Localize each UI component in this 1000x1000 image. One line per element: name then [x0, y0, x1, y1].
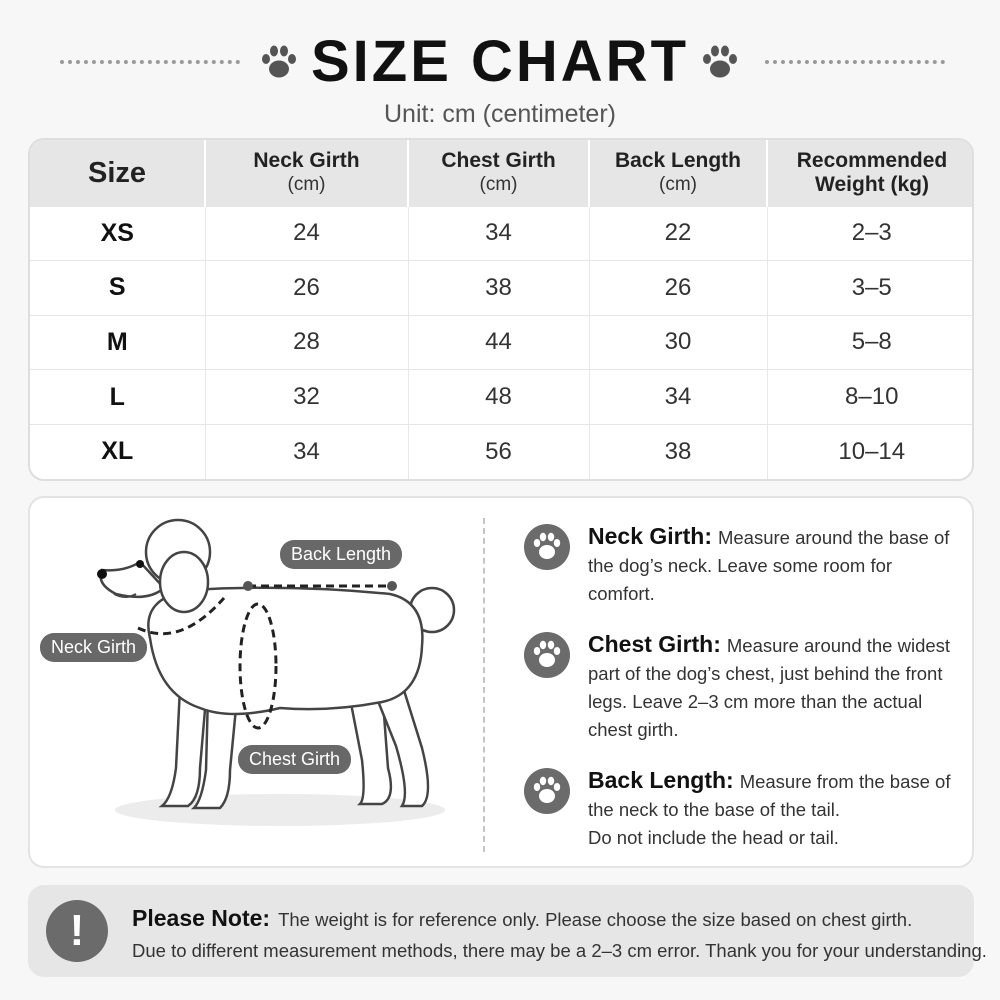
- table-row: [30, 370, 974, 425]
- column-header-neck-girth: Neck Girth (cm): [205, 140, 408, 206]
- size-cell: XL: [30, 424, 205, 479]
- measurement-guide-card: [28, 496, 974, 868]
- back-cell: 34: [589, 370, 767, 425]
- table-row: [30, 424, 974, 479]
- table-row: [30, 261, 974, 316]
- table-row: [30, 315, 974, 370]
- back-cell: 22: [589, 206, 767, 261]
- column-header-size: Size: [30, 140, 205, 206]
- column-header-chest-girth: Chest Girth (cm): [408, 140, 589, 206]
- instruction-text: Measure from the base of the neck to the base of the tail.: [588, 771, 951, 820]
- chest-cell: 34: [408, 206, 589, 261]
- instruction-title: Back Length:: [588, 767, 734, 793]
- column-header-back-length: Back Length (cm): [589, 140, 767, 206]
- chest-cell: 56: [408, 424, 589, 479]
- exclamation-icon: !: [46, 900, 108, 962]
- paw-icon: [524, 632, 570, 678]
- weight-cell: 3–5: [851, 273, 892, 301]
- size-cell: S: [30, 261, 205, 316]
- instruction-title: Chest Girth:: [588, 631, 721, 657]
- chest-cell: 44: [408, 315, 589, 370]
- instruction-text: Measure around the base of the dog’s neck. Leave some room for comfort.: [588, 527, 950, 604]
- page-title: SIZE CHART: [311, 29, 689, 94]
- weight-cell: 5–8: [851, 328, 892, 356]
- chest-cell: 38: [408, 261, 589, 316]
- neck-cell: 32: [205, 370, 408, 425]
- chest-cell: 48: [408, 370, 589, 425]
- table-header-row: [30, 140, 974, 206]
- instruction-text-extra: Do not include the head or tail.: [588, 827, 839, 848]
- weight-cell: 2–3: [851, 219, 892, 247]
- back-cell: 38: [589, 424, 767, 479]
- size-cell: M: [30, 315, 205, 370]
- neck-cell: 34: [205, 424, 408, 479]
- weight-cell: 10–14: [838, 437, 906, 465]
- unit-subtitle: Unit: cm (centimeter): [384, 100, 616, 128]
- size-cell: XS: [30, 206, 205, 261]
- back-cell: 30: [589, 315, 767, 370]
- note-title: Please Note:: [132, 905, 271, 931]
- paw-icon: [524, 768, 570, 814]
- divider: [483, 518, 485, 852]
- instruction-text: Measure around the widest part of the dog’s chest, just behind the front legs. Leave 2–3 cm more than the actual chest girth.: [588, 635, 951, 740]
- size-table: [30, 140, 974, 479]
- note-text-line2: Due to different measurement methods, there may be a 2–3 cm error. Thank you for your understanding.: [132, 940, 987, 961]
- back-cell: 26: [589, 261, 767, 316]
- note-banner: [28, 885, 987, 977]
- neck-cell: 24: [205, 206, 408, 261]
- table-row: [30, 206, 974, 261]
- size-table-card: [28, 138, 974, 481]
- neck-girth-label: Neck Girth: [40, 633, 147, 662]
- neck-cell: 26: [205, 261, 408, 316]
- neck-cell: 28: [205, 315, 408, 370]
- weight-cell: 8–10: [845, 383, 899, 411]
- back-length-label: Back Length: [280, 540, 402, 569]
- paw-icon: [524, 524, 570, 570]
- column-header-recommended-weight: Recommended Weight (kg): [796, 148, 948, 196]
- size-cell: L: [30, 370, 205, 425]
- dog-illustration: [30, 498, 485, 868]
- instruction-title: Neck Girth:: [588, 523, 712, 549]
- note-text-line1: The weight is for reference only. Please choose the size based on chest girth.: [278, 909, 913, 930]
- chest-girth-label: Chest Girth: [238, 745, 351, 774]
